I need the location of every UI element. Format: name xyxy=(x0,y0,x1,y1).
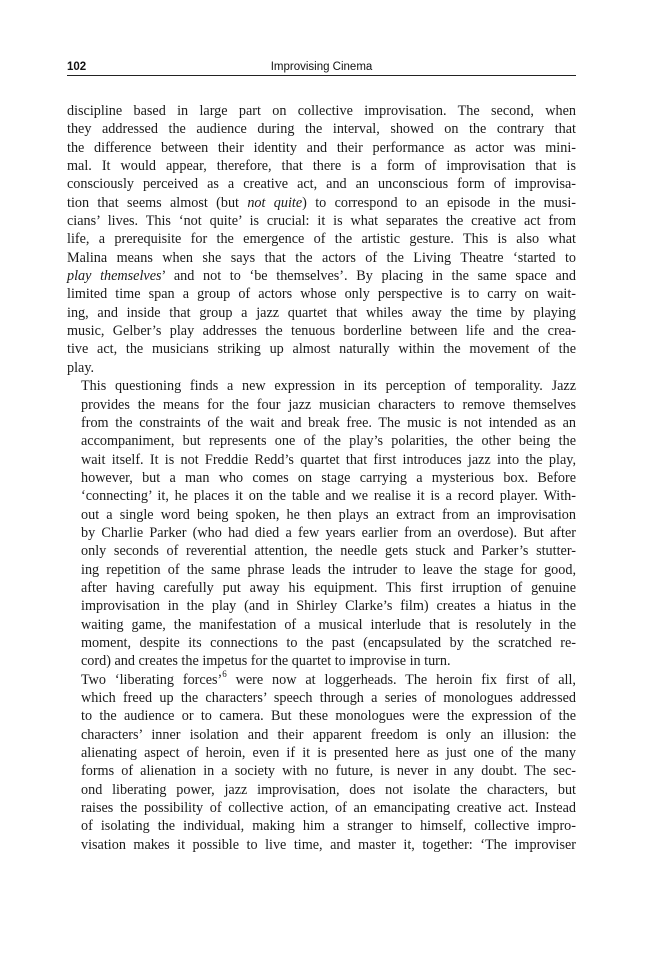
text-line: life, a prerequisite for the emergence of the artistic gesture. This is also what xyxy=(67,231,576,248)
text-line: cord) and creates the impetus for the quartet to improvise in turn. xyxy=(81,653,451,670)
text-line: which freed up the characters’ speech through a series of monologues addressed xyxy=(81,690,576,706)
text-line: to the audience or to camera. But these monologues were the expression of the xyxy=(81,708,576,725)
text-line: by Charlie Parker (who had died a few years earlier from an overdose). But after xyxy=(81,524,576,541)
text-line: Malina means when she says that the actors of the Living Theatre ‘started to xyxy=(67,249,576,266)
text-line: however, but a man who comes on stage carrying a mysterious box. Before xyxy=(81,469,576,486)
page-number: 102 xyxy=(67,61,87,73)
text-line: characters’ inner isolation and their apparent freedom is only an illusion: the xyxy=(81,726,576,743)
text-line: play. xyxy=(67,359,95,376)
italic-emphasis: play themselves xyxy=(67,268,162,285)
text-line: forms of alienation in a society with no future, is never in any doubt. The sec- xyxy=(81,763,576,780)
text-line: ‘connecting’ it, he places it on the table and we realise it is a record player. With- xyxy=(81,488,576,505)
running-header xyxy=(67,61,576,76)
text-line: provides the means for the four jazz musician characters to remove themselves xyxy=(81,396,576,413)
text-line: music, Gelber’s play addresses the tenuous borderline between life and the crea- xyxy=(67,323,576,340)
text-line: limited time span a group of actors whose only perspective is to carry on wait- xyxy=(67,286,576,303)
text-line: ond liberating power, jazz improvisation, does not isolate the characters, but xyxy=(81,781,576,798)
italic-emphasis: not quite xyxy=(247,194,303,211)
text-line xyxy=(67,267,576,285)
text-line: only seconds of reverential attention, the needle gets stuck and Parker’s stutter- xyxy=(81,543,576,560)
text-line: waiting game, the manifestation of a musical interlude that is resolutely in the xyxy=(81,616,576,633)
text-line: discipline based in large part on collective improvisation. The second, when xyxy=(67,103,576,119)
text-line: ing repetition of the same phrase leads the intruder to leave the stage for good, xyxy=(81,561,576,578)
paragraph-3 xyxy=(67,668,576,854)
paragraph-2 xyxy=(67,377,576,671)
text-line: moment, despite its connections to the past (encapsulated by the scratched re- xyxy=(81,634,576,651)
footnote-marker[interactable]: 6 xyxy=(222,668,227,679)
text-line: ing, and inside that group a jazz quartet that whiles away the time by playing xyxy=(67,304,576,321)
body-text xyxy=(67,102,576,854)
text-line: consciously perceived as a creative act, and an unconscious form of improvisa- xyxy=(67,176,576,193)
text-line: visation makes it possible to live time, and master it, together: ‘The improviser xyxy=(81,836,576,853)
text-line: raises the possibility of collective action, of an emancipating creative act. Instead xyxy=(81,800,576,817)
text-line: wait itself. It is not Freddie Redd’s quartet that first introduces jazz into the play, xyxy=(81,451,576,468)
text-run: tion that seems almost (but xyxy=(67,194,248,211)
text-line xyxy=(67,668,576,689)
text-line: after having carefully put away his equipment. This first irruption of genuine xyxy=(81,579,576,596)
text-run: were now at loggerheads. The heroin fix first of all, xyxy=(226,671,576,688)
text-line: improvisation in the play (and in Shirley Clarke’s film) creates a hiatus in the xyxy=(81,598,576,615)
text-line: alienating aspect of heroin, even if it is presented here as just one of the many xyxy=(81,745,576,762)
text-line: the difference between their identity and their performance as actor was mini- xyxy=(67,139,576,156)
text-line xyxy=(67,194,576,212)
text-line: accompaniment, but represents one of the play’s polarities, the other being the xyxy=(81,433,576,450)
paragraph-1 xyxy=(67,102,576,377)
text-line: from the constraints of the wait and break free. The music is not intended as an xyxy=(81,414,576,431)
text-line: out a single word being spoken, he then plays an extract from an improvisation xyxy=(81,506,576,523)
text-run: ) to correspond to an episode in the musi- xyxy=(302,194,576,211)
text-line: This questioning finds a new expression in its perception of temporality. Jazz xyxy=(81,378,576,395)
text-run: Two ‘liberating forces’ xyxy=(81,671,223,688)
text-run: ’ and not to ‘be themselves’. By placing in the same space and xyxy=(161,268,576,285)
running-title: Improvising Cinema xyxy=(270,61,373,73)
text-line: mal. It would appear, therefore, that there is a form of improvisation that is xyxy=(67,158,576,175)
text-line: they addressed the audience during the interval, showed on the contrary that xyxy=(67,121,576,138)
text-line: tive act, the musicians striking up almost naturally within the movement of the xyxy=(67,341,576,358)
text-line: cians’ lives. This ‘not quite’ is crucial: it is what separates the creative act from xyxy=(67,213,576,230)
text-line: of isolating the individual, making him a stranger to himself, collective impro- xyxy=(81,818,576,835)
